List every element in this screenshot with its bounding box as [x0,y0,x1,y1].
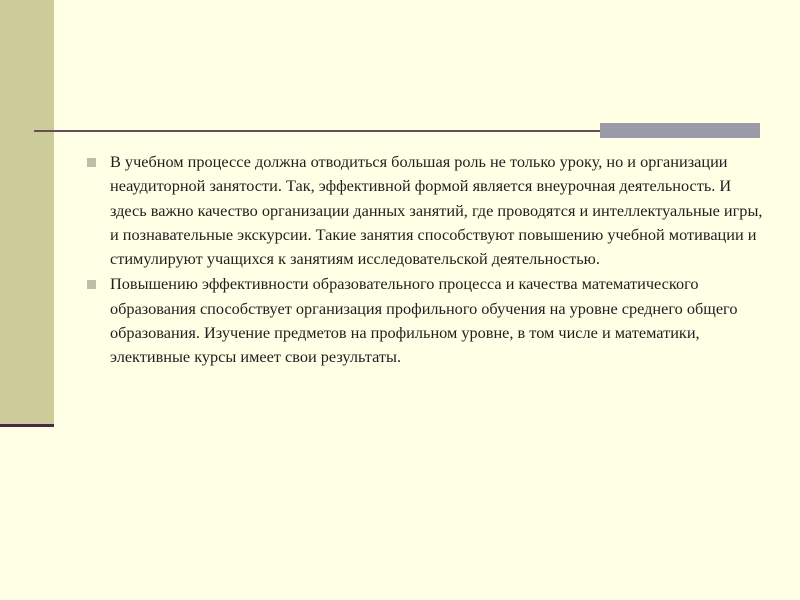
side-accent-bar [0,0,54,424]
bullet-item-1 [86,150,766,271]
bullet-list [86,150,766,370]
title-divider-block [600,123,760,138]
bullet-text-2: Повышению эффективности образовательного процесса и качества математического образования способствует организация профильного обучения на уровне среднего общего образования. Изучение предметов на профильном уровне, в том числе и математики, элективные курсы имеет свои результаты. [110,274,738,367]
bullet-item-2 [86,272,766,369]
square-bullet-icon [87,280,96,289]
square-bullet-icon [87,158,96,167]
slide-content [86,150,766,371]
bullet-text-1: В учебном процессе должна отводиться большая роль не только уроку, но и организации неаудиторной занятости. Так, эффективной формой является внеурочная деятельность. И здесь важно качество организации данных занятий, где проводятся и интеллектуальные игры, и познавательные экскурсии. Такие занятия способствуют повышению учебной мотивации и стимулируют учащихся к занятиям исследовательской деятельностью. [110,152,763,269]
side-accent-underline [0,424,54,427]
